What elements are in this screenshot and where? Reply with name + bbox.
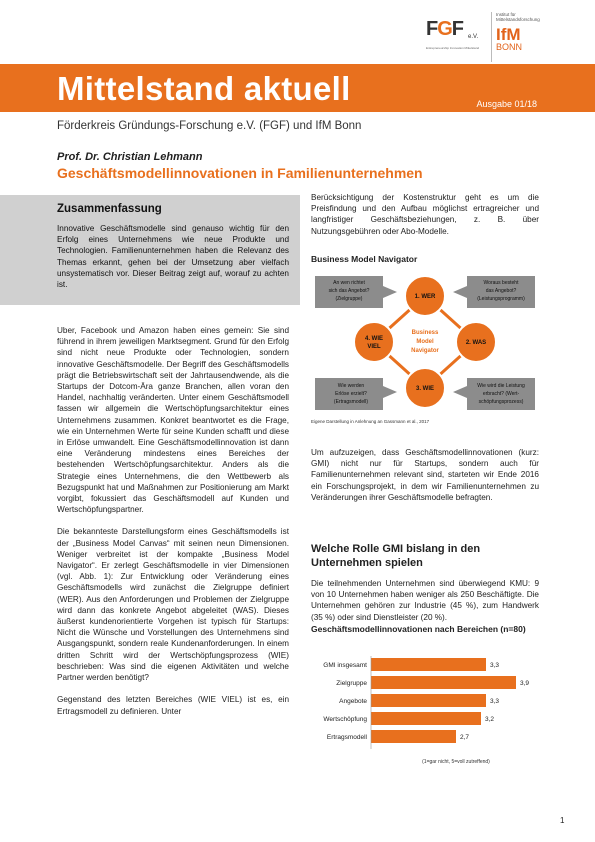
svg-text:4. WIE: 4. WIE xyxy=(364,336,384,342)
paragraph: Die bekannteste Darstellungsform eines Geschäftsmodells ist der „Business Model Canvas“ mit seinen neun Dimensionen. Weniger verbreitet ist der kompakte „Business Model Navigator“. Er zerlegt Geschäftsmodelle in vier Dimensionen (vgl. Abb. 1): Zur Entwicklung oder Veränderung eines Geschäftsmodells wird zunächst die Zielgruppe definiert (WER). Aus den Anforderungen und Problemen der Zielgruppe wird dann das konkrete Angebot abgeleitet (WAS). Dieses äußerst kundenorientierte Vorgehen ist typisch für Startups: Nicht die Wünsche und Vorstellungen des Unternehmens sind Ausgangspunkt, sondern reale Kundenanforderungen. In einem dritten Schritt wird der Wertschöpfungsprozess (WIE) beschrieben: Was sind die eigenen Aktivitäten und welche Partner werden benötigt? xyxy=(57,527,289,683)
right-column-low-text: Die teilnehmenden Unternehmen sind überwiegend KMU: 9 von 10 Unternehmen haben weniger als 250 Beschäftigte. Die Unternehmen gehören zur Industrie (45 %), zum Handwerk (35 %) oder sind Dienstleister (20 %). xyxy=(311,579,539,622)
svg-text:Model: Model xyxy=(416,339,434,345)
value-label: 3,3 xyxy=(490,698,500,705)
node-was xyxy=(456,322,496,362)
summary-title: Zusammenfassung xyxy=(57,203,162,215)
svg-text:schöpfungsprozess): schöpfungsprozess) xyxy=(478,399,524,405)
svg-text:Business: Business xyxy=(411,330,439,336)
gmi-bar-chart xyxy=(311,650,539,800)
svg-text:3. WIE: 3. WIE xyxy=(415,386,435,392)
node-wer xyxy=(405,276,445,316)
author-name: Prof. Dr. Christian Lehmann xyxy=(57,151,203,163)
issue-number: Ausgabe 01/18 xyxy=(476,99,537,109)
ifm-institute-text: Institut für Mittelstandsforschung xyxy=(496,12,540,22)
chart-note: (1=gar nicht, 5=voll zutreffend) xyxy=(422,759,490,765)
bar xyxy=(371,694,486,707)
value-label: 3,3 xyxy=(490,662,500,669)
paragraph: Uber, Facebook und Amazon haben eines gemein: Sie sind führend in ihrem jeweiligen Marktsegment. Grund für den Erfolg sind nicht neue Produkte oder Technologien, sondern innovative Geschäftsmodelle. Der Begriff des Geschäftsmodells prägt die Betriebswirtschaft seit der Jahrtausendwende, als die Startups der Dotcom-Ära ganze Branchen, allen voran den Handel, nachhaltig veränderten. Unter einem Geschäftsmodell fassen wir allgemein die Wertschöpfungsarchitektur eines Unternehmens zusammen. Konkret beantwortet es die Frage, wie ein Unternehmen Werte für seine Kunden schafft und diese in Erlöse umwandelt. Eine Geschäftsmodellinnovation ist dann eine Veränderung mindestens eines Bereiches der bestehenden Wertschöpfungsarchitektur. Anders als die Strategie eines Unternehmens, die den Wettbewerb als Bezugspunkt hat und Maßnahmen zur Positionierung am Markt vorgibt, fokussiert das Geschäftsmodell auf Kunden und Wertschöpfungspartner. xyxy=(57,326,289,515)
svg-text:(Ertragsmodell): (Ertragsmodell) xyxy=(333,399,369,405)
svg-text:VIEL: VIEL xyxy=(367,344,381,350)
svg-text:sich das Angebot?: sich das Angebot? xyxy=(328,288,370,294)
svg-text:das Angebot?: das Angebot? xyxy=(485,288,517,294)
publication-title: Mittelstand aktuell xyxy=(57,70,351,107)
chart-title: Geschäftsmodellinnovationen nach Bereichen (n=80) xyxy=(311,624,526,634)
paragraph: Gegenstand des letzten Bereiches (WIE VIEL) ist es, ein Ertragsmodell zu definieren. Unter xyxy=(57,695,289,716)
ifm-wordmark: IfM xyxy=(496,25,521,44)
organization-line: Förderkreis Gründungs-Forschung e.V. (FGF) und IfM Bonn xyxy=(57,120,362,132)
svg-text:Wie wird die Leistung: Wie wird die Leistung xyxy=(477,383,525,389)
category-label: GMI insgesamt xyxy=(323,662,367,669)
ifm-bonn: BONN xyxy=(496,42,523,52)
svg-text:1. WER: 1. WER xyxy=(414,294,436,300)
right-column-mid-text: Um aufzuzeigen, dass Geschäftsmodellinnovationen (kurz: GMI) nicht nur für Startups, sondern auch für Familienunternehmen relevant sind, starteten wir Ende 2016 ein Forschungsprojekt, in dem wir Familienunternehmen zu Veränderungen ihrer Geschäftsmodelle befragten. xyxy=(311,448,539,502)
bar xyxy=(371,730,456,743)
svg-text:erbracht? (Wert-: erbracht? (Wert- xyxy=(482,391,520,397)
fgf-ev: e.V. xyxy=(468,34,479,40)
left-column xyxy=(57,325,289,728)
svg-text:Wie werden: Wie werden xyxy=(337,383,365,389)
category-label: Zielgruppe xyxy=(336,680,367,687)
fgf-tagline: Entrepreneurship Innovation Mittelstand xyxy=(426,46,480,50)
page-number: 1 xyxy=(560,816,565,825)
value-label: 2,7 xyxy=(460,734,470,741)
svg-text:An wen richtet: An wen richtet xyxy=(333,280,365,286)
bar xyxy=(371,712,481,725)
summary-box xyxy=(0,195,300,305)
section-heading: Welche Rolle GMI bislang in den Unternehmen spielen xyxy=(311,543,481,569)
business-model-navigator-diagram xyxy=(311,266,539,416)
category-label: Angebote xyxy=(339,698,367,705)
ifm-logo xyxy=(491,12,547,62)
navigator-source: Eigene Darstellung in Anlehnung an Gassmann et al., 2017 xyxy=(311,419,430,424)
svg-text:(Zielgruppe): (Zielgruppe) xyxy=(335,296,363,302)
right-column-top-text: Berücksichtigung der Kostenstruktur geht es um die Preisfindung und den Aufbau möglichst ertragreicher und langfristiger Geschäftsbeziehungen, z. B. über Nutzungsgebühren oder Abo-Modelle. xyxy=(311,193,539,236)
title-banner xyxy=(0,64,595,112)
value-label: 3,2 xyxy=(485,716,495,723)
fgf-logo xyxy=(426,14,486,56)
svg-text:Erlöse erzielt?: Erlöse erzielt? xyxy=(335,391,367,397)
box-top-left xyxy=(315,276,397,308)
svg-text:2. WAS: 2. WAS xyxy=(465,340,487,346)
node-wie-viel xyxy=(354,322,394,362)
node-wie xyxy=(405,368,445,408)
box-top-right xyxy=(453,276,535,308)
navigator-title: Business Model Navigator xyxy=(311,254,418,264)
category-label: Wertschöpfung xyxy=(323,716,367,723)
value-label: 3,9 xyxy=(520,680,530,687)
category-label: Ertragsmodell xyxy=(326,734,367,741)
svg-text:Woraus besteht: Woraus besteht xyxy=(483,280,519,286)
bar xyxy=(371,676,516,689)
navigator-center-label xyxy=(411,330,439,354)
svg-text:Navigator: Navigator xyxy=(411,348,439,354)
summary-body: Innovative Geschäftsmodelle sind genauso wichtig für den Erfolg eines Unternehmens wie neue Produkte und Technologien. Familienunternehmen haben die Relevanz des Themas erkannt, gehen bei der Umsetzung aber vielfach unsystematisch vor. Dieser Beitrag zeigt auf, worauf zu achten ist. xyxy=(57,224,289,290)
article-headline: Geschäftsmodellinnovationen in Familienunternehmen xyxy=(57,165,423,181)
bar xyxy=(371,658,486,671)
svg-text:(Leistungsprogramm): (Leistungsprogramm) xyxy=(477,296,525,302)
box-bottom-left xyxy=(315,378,397,410)
box-bottom-right xyxy=(453,378,535,410)
fgf-wordmark: FGF xyxy=(426,18,463,40)
